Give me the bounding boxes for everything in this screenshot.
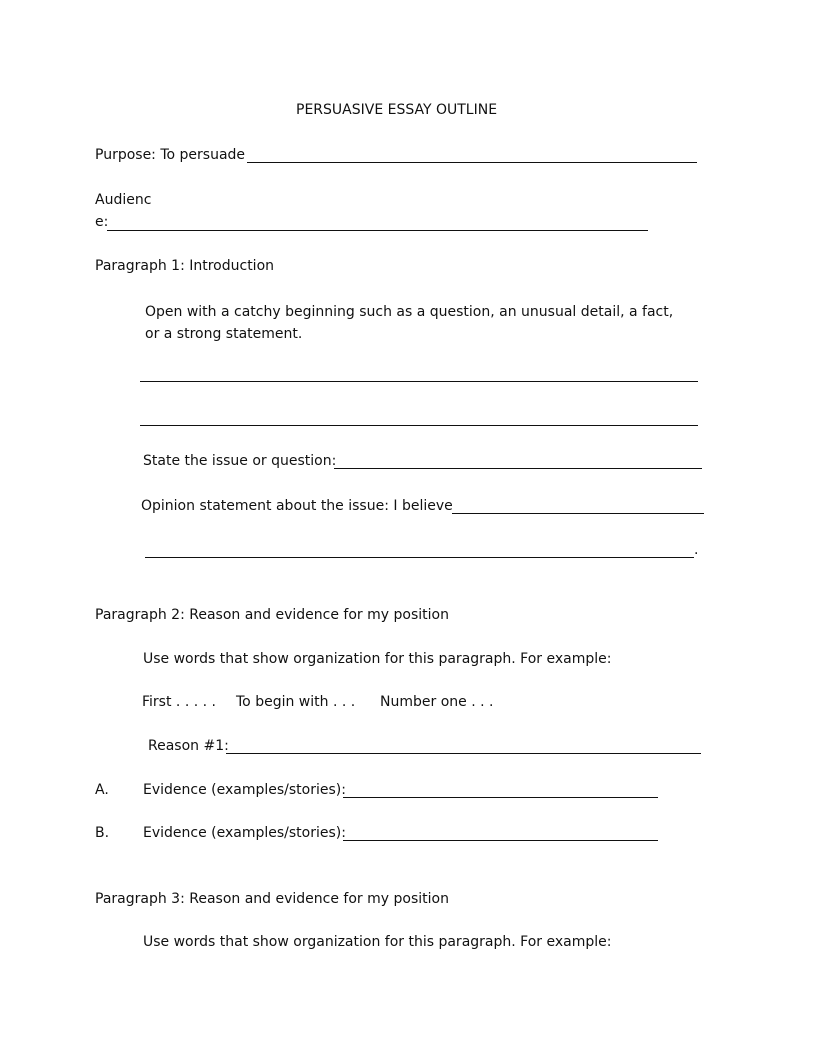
opinion-continuation-line[interactable]: [145, 557, 694, 558]
paragraph3-instruction: Use words that show organization for this paragraph. For example:: [143, 934, 612, 950]
evidence-b-blank-line[interactable]: [343, 840, 658, 841]
evidence-b-marker: B.: [95, 825, 110, 841]
issue-label: State the issue or question:: [143, 453, 337, 469]
audience-label-part1: Audienc: [95, 192, 152, 208]
paragraph1-hook-line-2[interactable]: [140, 425, 698, 426]
paragraph2-example-1: First . . . . .: [142, 694, 216, 710]
reason1-label: Reason #1:: [148, 738, 229, 754]
paragraph2-example-3: Number one . . .: [380, 694, 494, 710]
opinion-label: Opinion statement about the issue: I believe: [141, 498, 453, 514]
audience-blank-line[interactable]: [107, 230, 648, 231]
evidence-b-label: Evidence (examples/stories):: [143, 825, 346, 841]
opinion-blank-line[interactable]: [452, 513, 704, 514]
reason1-blank-line[interactable]: [226, 753, 701, 754]
purpose-blank-line[interactable]: [247, 162, 697, 163]
evidence-a-blank-line[interactable]: [343, 797, 658, 798]
paragraph1-hook-line-1[interactable]: [140, 381, 698, 382]
evidence-a-label: Evidence (examples/stories):: [143, 782, 346, 798]
paragraph3-heading: Paragraph 3: Reason and evidence for my position: [95, 891, 449, 907]
opinion-end-period: .: [694, 542, 699, 558]
paragraph2-instruction: Use words that show organization for this paragraph. For example:: [143, 651, 612, 667]
paragraph2-heading: Paragraph 2: Reason and evidence for my position: [95, 607, 449, 623]
issue-blank-line[interactable]: [334, 468, 702, 469]
page-title: PERSUASIVE ESSAY OUTLINE: [296, 102, 498, 118]
audience-label-part2: e:: [95, 214, 109, 230]
evidence-a-marker: A.: [95, 782, 109, 798]
paragraph1-instruction: Open with a catchy beginning such as a question, an unusual detail, a fact, or a strong statement.: [145, 304, 674, 342]
paragraph1-heading: Paragraph 1: Introduction: [95, 258, 275, 274]
purpose-label: Purpose: To persuade: [95, 147, 246, 163]
paragraph2-example-2: To begin with . . .: [236, 694, 356, 710]
